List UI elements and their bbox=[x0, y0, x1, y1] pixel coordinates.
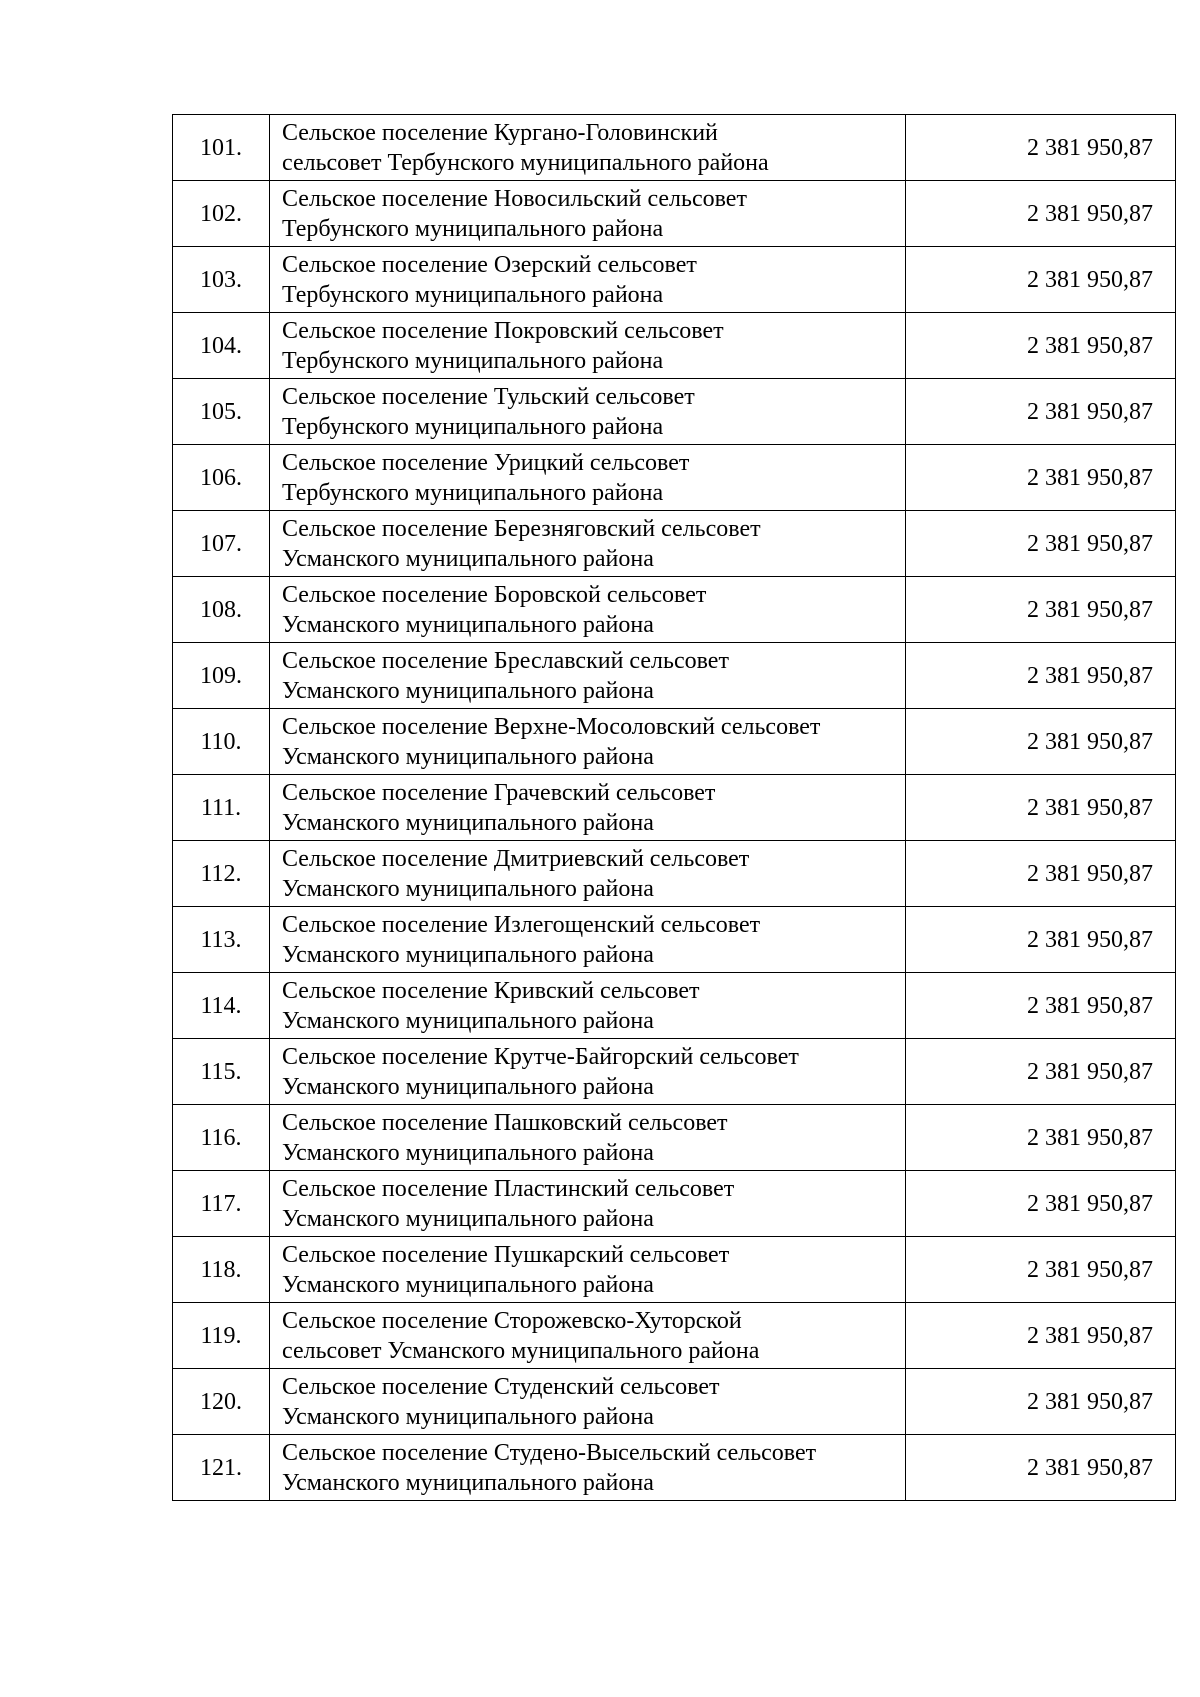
table-row bbox=[173, 973, 1176, 1039]
settlement-name-line-2: Тербунского муниципального района bbox=[282, 281, 664, 308]
settlement-name-line-1: Сельское поселение Березняговский сельсовет bbox=[282, 515, 761, 542]
settlement-name-line-2: Усманского муниципального района bbox=[282, 1205, 654, 1232]
settlement-name-line-2: Усманского муниципального района bbox=[282, 809, 654, 836]
settlement-name-line-1: Сельское поселение Покровский сельсовет bbox=[282, 317, 724, 344]
row-number: 108. bbox=[173, 577, 270, 643]
settlement-name-cell bbox=[270, 577, 906, 643]
settlement-name-line-2: Усманского муниципального района bbox=[282, 1007, 654, 1034]
amount-cell: 2 381 950,87 bbox=[906, 577, 1176, 643]
table-row bbox=[173, 577, 1176, 643]
settlement-name-line-2: Усманского муниципального района bbox=[282, 1469, 654, 1496]
settlement-name-cell bbox=[270, 181, 906, 247]
table-row bbox=[173, 1435, 1176, 1501]
settlement-name-line-1: Сельское поселение Излегощенский сельсовет bbox=[282, 911, 761, 938]
settlement-name-line-1: Сельское поселение Верхне-Мосоловский сельсовет bbox=[282, 713, 821, 740]
settlement-name-cell bbox=[270, 379, 906, 445]
settlement-name-line-1: Сельское поселение Крутче-Байгорский сельсовет bbox=[282, 1043, 799, 1070]
settlement-name-line-2: Тербунского муниципального района bbox=[282, 347, 664, 374]
settlement-name-line-2: Усманского муниципального района bbox=[282, 611, 654, 638]
row-number: 102. bbox=[173, 181, 270, 247]
amount-cell: 2 381 950,87 bbox=[906, 709, 1176, 775]
table-row bbox=[173, 775, 1176, 841]
settlement-name-line-2: сельсовет Тербунского муниципального района bbox=[282, 149, 769, 176]
row-number: 120. bbox=[173, 1369, 270, 1435]
amount-cell: 2 381 950,87 bbox=[906, 181, 1176, 247]
settlement-name-cell bbox=[270, 907, 906, 973]
row-number: 111. bbox=[173, 775, 270, 841]
settlement-name-line-2: Тербунского муниципального района bbox=[282, 479, 664, 506]
settlement-name-line-1: Сельское поселение Бреславский сельсовет bbox=[282, 647, 729, 674]
settlement-name-cell bbox=[270, 1435, 906, 1501]
settlement-name-line-2: Усманского муниципального района bbox=[282, 941, 654, 968]
table-row bbox=[173, 841, 1176, 907]
settlement-name-line-1: Сельское поселение Студенский сельсовет bbox=[282, 1373, 720, 1400]
settlement-name-line-2: Тербунского муниципального района bbox=[282, 413, 664, 440]
amount-cell: 2 381 950,87 bbox=[906, 115, 1176, 181]
settlement-name-line-2: Усманского муниципального района bbox=[282, 1403, 654, 1430]
table-row bbox=[173, 1039, 1176, 1105]
table-row bbox=[173, 247, 1176, 313]
amount-cell: 2 381 950,87 bbox=[906, 1369, 1176, 1435]
row-number: 110. bbox=[173, 709, 270, 775]
settlement-name-cell bbox=[270, 709, 906, 775]
settlement-name-cell bbox=[270, 643, 906, 709]
row-number: 106. bbox=[173, 445, 270, 511]
settlement-name-line-1: Сельское поселение Тульский сельсовет bbox=[282, 383, 695, 410]
row-number: 103. bbox=[173, 247, 270, 313]
settlement-name-cell bbox=[270, 973, 906, 1039]
amount-cell: 2 381 950,87 bbox=[906, 247, 1176, 313]
settlement-name-line-1: Сельское поселение Сторожевско-Хуторской bbox=[282, 1307, 742, 1334]
settlement-name-cell bbox=[270, 1369, 906, 1435]
row-number: 116. bbox=[173, 1105, 270, 1171]
row-number: 118. bbox=[173, 1237, 270, 1303]
row-number: 105. bbox=[173, 379, 270, 445]
amount-cell: 2 381 950,87 bbox=[906, 1039, 1176, 1105]
row-number: 104. bbox=[173, 313, 270, 379]
table-body bbox=[173, 115, 1176, 1501]
row-number: 107. bbox=[173, 511, 270, 577]
row-number: 113. bbox=[173, 907, 270, 973]
amount-cell: 2 381 950,87 bbox=[906, 313, 1176, 379]
settlement-name-line-1: Сельское поселение Пластинский сельсовет bbox=[282, 1175, 735, 1202]
amount-cell: 2 381 950,87 bbox=[906, 1105, 1176, 1171]
settlement-name-line-2: Усманского муниципального района bbox=[282, 1139, 654, 1166]
table-row bbox=[173, 1237, 1176, 1303]
table-row bbox=[173, 313, 1176, 379]
settlement-name-line-1: Сельское поселение Пушкарский сельсовет bbox=[282, 1241, 730, 1268]
settlement-name-line-1: Сельское поселение Боровской сельсовет bbox=[282, 581, 707, 608]
amount-cell: 2 381 950,87 bbox=[906, 907, 1176, 973]
table-row bbox=[173, 1303, 1176, 1369]
table-row bbox=[173, 181, 1176, 247]
settlement-name-cell bbox=[270, 115, 906, 181]
settlement-name-line-1: Сельское поселение Пашковский сельсовет bbox=[282, 1109, 728, 1136]
table-row bbox=[173, 445, 1176, 511]
settlement-name-line-2: Усманского муниципального района bbox=[282, 677, 654, 704]
settlement-name-line-1: Сельское поселение Урицкий сельсовет bbox=[282, 449, 690, 476]
table-row bbox=[173, 511, 1176, 577]
row-number: 115. bbox=[173, 1039, 270, 1105]
table-row bbox=[173, 115, 1176, 181]
settlement-name-line-2: Усманского муниципального района bbox=[282, 875, 654, 902]
row-number: 101. bbox=[173, 115, 270, 181]
settlement-name-cell bbox=[270, 1171, 906, 1237]
settlement-name-line-2: Усманского муниципального района bbox=[282, 1073, 654, 1100]
table-row bbox=[173, 907, 1176, 973]
settlement-name-cell bbox=[270, 775, 906, 841]
settlement-name-cell bbox=[270, 1039, 906, 1105]
table-row bbox=[173, 709, 1176, 775]
row-number: 119. bbox=[173, 1303, 270, 1369]
settlement-name-line-2: Тербунского муниципального района bbox=[282, 215, 664, 242]
settlement-name-line-2: Усманского муниципального района bbox=[282, 743, 654, 770]
settlement-name-cell bbox=[270, 247, 906, 313]
settlement-name-line-1: Сельское поселение Кургано-Головинский bbox=[282, 119, 718, 146]
amount-cell: 2 381 950,87 bbox=[906, 1171, 1176, 1237]
settlement-name-line-1: Сельское поселение Грачевский сельсовет bbox=[282, 779, 716, 806]
settlement-name-line-1: Сельское поселение Студено-Высельский сельсовет bbox=[282, 1439, 817, 1466]
settlement-name-cell bbox=[270, 445, 906, 511]
settlement-name-cell bbox=[270, 1237, 906, 1303]
amount-cell: 2 381 950,87 bbox=[906, 1435, 1176, 1501]
amount-cell: 2 381 950,87 bbox=[906, 379, 1176, 445]
settlement-name-line-1: Сельское поселение Дмитриевский сельсовет bbox=[282, 845, 750, 872]
amount-cell: 2 381 950,87 bbox=[906, 511, 1176, 577]
settlement-name-line-2: Усманского муниципального района bbox=[282, 545, 654, 572]
settlement-name-cell bbox=[270, 313, 906, 379]
row-number: 114. bbox=[173, 973, 270, 1039]
row-number: 117. bbox=[173, 1171, 270, 1237]
settlement-name-cell bbox=[270, 1303, 906, 1369]
table-row bbox=[173, 1369, 1176, 1435]
settlement-name-cell bbox=[270, 841, 906, 907]
row-number: 121. bbox=[173, 1435, 270, 1501]
amount-cell: 2 381 950,87 bbox=[906, 1303, 1176, 1369]
amount-cell: 2 381 950,87 bbox=[906, 1237, 1176, 1303]
settlement-name-cell bbox=[270, 1105, 906, 1171]
table-row bbox=[173, 1105, 1176, 1171]
table-row bbox=[173, 1171, 1176, 1237]
table-row bbox=[173, 643, 1176, 709]
row-number: 112. bbox=[173, 841, 270, 907]
settlement-name-line-2: сельсовет Усманского муниципального района bbox=[282, 1337, 760, 1364]
row-number: 109. bbox=[173, 643, 270, 709]
settlement-name-line-2: Усманского муниципального района bbox=[282, 1271, 654, 1298]
settlement-name-line-1: Сельское поселение Новосильский сельсовет bbox=[282, 185, 747, 212]
settlements-table bbox=[172, 114, 1176, 1501]
amount-cell: 2 381 950,87 bbox=[906, 973, 1176, 1039]
amount-cell: 2 381 950,87 bbox=[906, 643, 1176, 709]
table-row bbox=[173, 379, 1176, 445]
settlement-name-cell bbox=[270, 511, 906, 577]
settlement-name-line-1: Сельское поселение Кривский сельсовет bbox=[282, 977, 700, 1004]
amount-cell: 2 381 950,87 bbox=[906, 775, 1176, 841]
amount-cell: 2 381 950,87 bbox=[906, 841, 1176, 907]
settlement-name-line-1: Сельское поселение Озерский сельсовет bbox=[282, 251, 697, 278]
amount-cell: 2 381 950,87 bbox=[906, 445, 1176, 511]
